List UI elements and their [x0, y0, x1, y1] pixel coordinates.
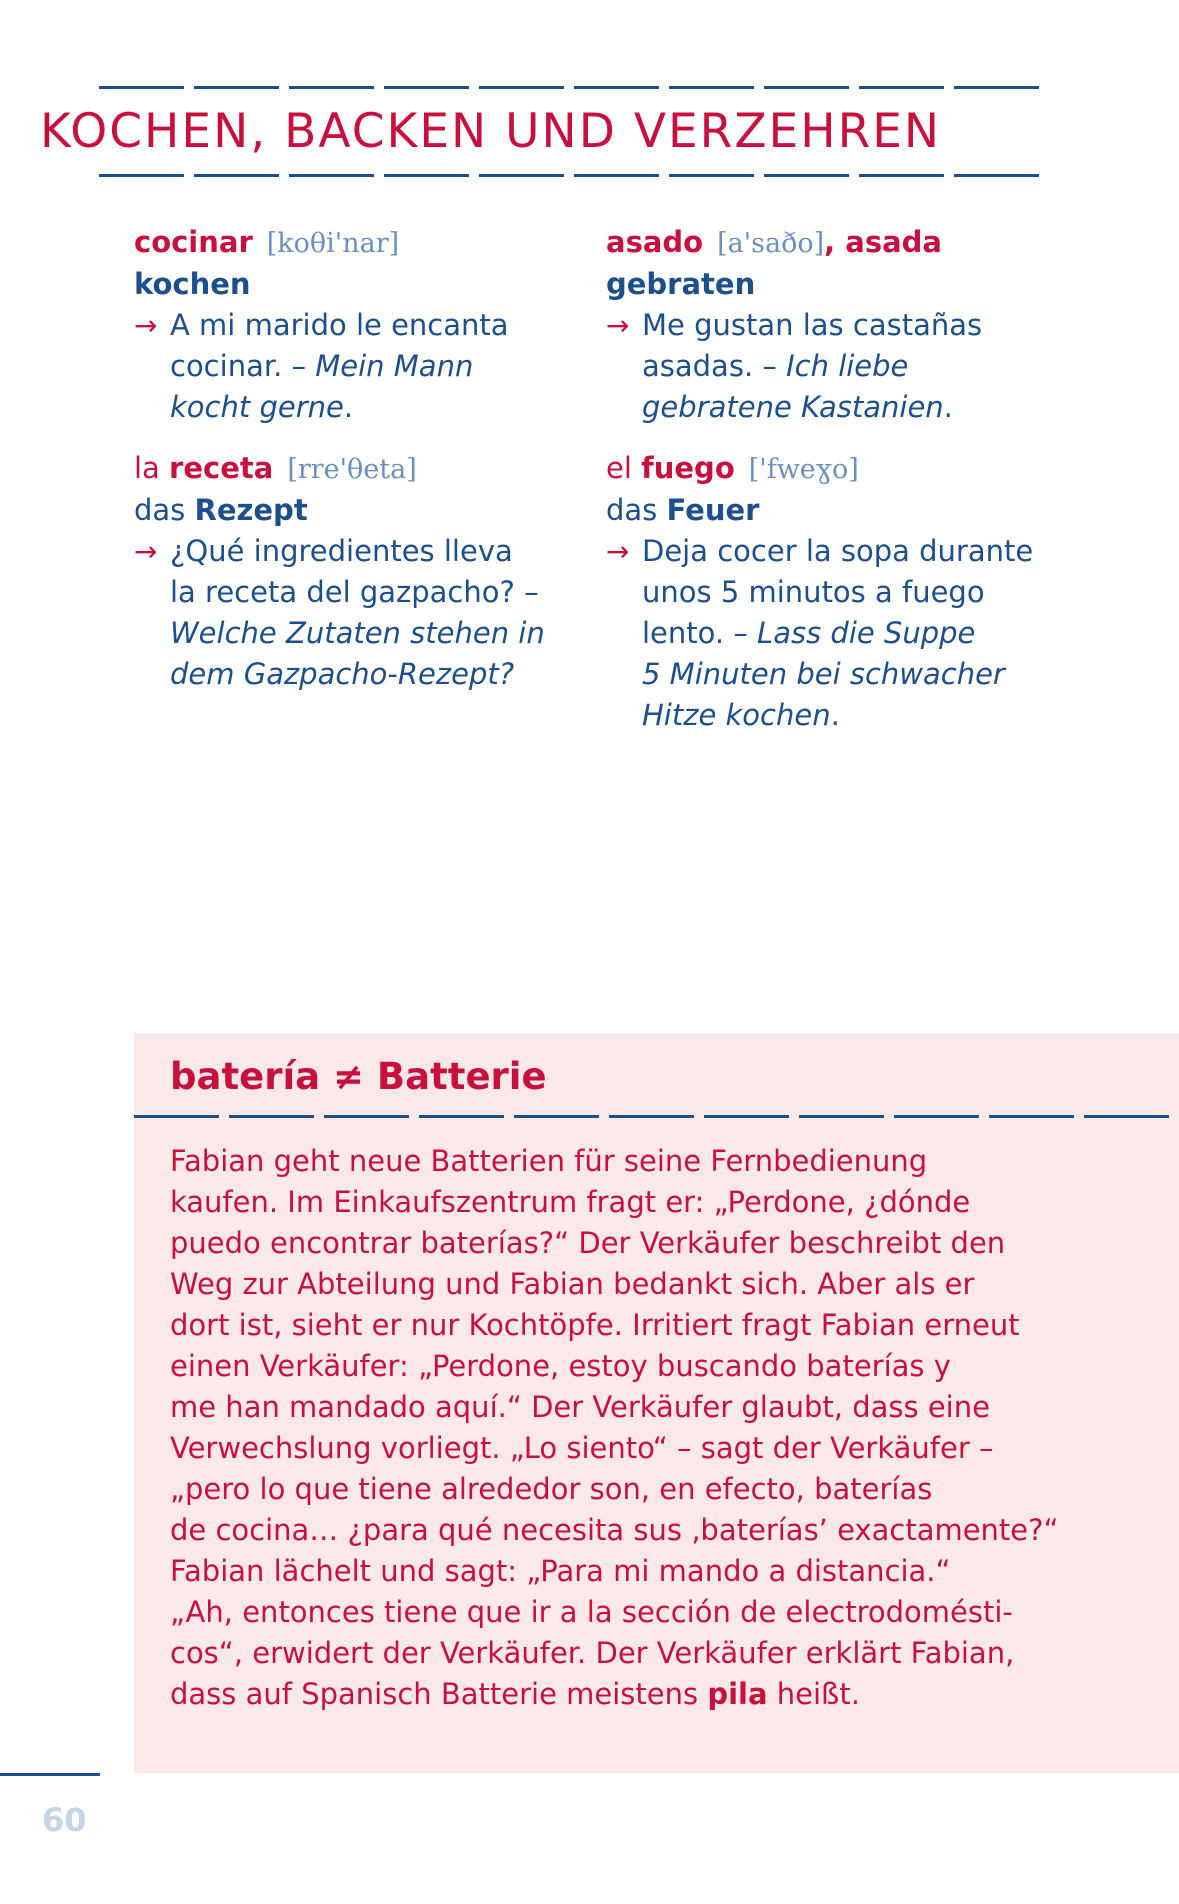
- box-title: batería ≠ Batterie: [170, 1055, 547, 1098]
- page-number: 60: [42, 1801, 87, 1839]
- headword: cocinar [koθi'nar]: [134, 225, 400, 259]
- page-title: KOCHEN, BACKEN UND VERZEHREN: [40, 104, 942, 159]
- pronunciation: [koθi'nar]: [266, 228, 400, 259]
- example: → Deja cocer la sopa durante unos 5 minutos a fuego lento. – Lass die Suppe 5 Minuten bei schwacher Hitze kochen.: [606, 531, 1033, 736]
- arrow-right-icon: →: [134, 309, 158, 342]
- headword: asado [a'saðo], asada: [606, 225, 942, 259]
- title-bottom-rule: [0, 174, 1179, 180]
- example: → Me gustan las castañas asadas. – Ich liebe gebratene Kastanien.: [606, 305, 982, 428]
- translation: kochen: [134, 267, 251, 301]
- false-friend-box: [134, 1033, 1179, 1773]
- example: → ¿Qué ingredientes lleva la receta del gazpacho? – Welche Zutaten stehen in dem Gazpacho-Rezept?: [134, 531, 545, 695]
- pronunciation: [rre'θeta]: [287, 454, 417, 485]
- entry-receta: [134, 448, 545, 695]
- arrow-right-icon: →: [606, 535, 630, 568]
- translation: das Rezept: [134, 493, 308, 527]
- arrow-right-icon: →: [606, 309, 630, 342]
- box-title-rule: [134, 1115, 1179, 1121]
- entry-fuego: [606, 448, 1033, 736]
- translation: das Feuer: [606, 493, 760, 527]
- footer-rule: [0, 1773, 100, 1776]
- box-body: Fabian geht neue Batterien für seine Fernbedienung kaufen. Im Einkaufszentrum fragt er: „Perdone, ¿dónde puedo encontrar baterías?“ Der Verkäufer beschreibt den Weg zur Abteilung und Fabian bedankt sich. Aber als er dort ist, sieht er nur Kochtöpfe. Irritiert fragt Fabian erneut einen Verkäufer: „Perdone, estoy buscando baterías y me han mandado aquí.“ Der Verkäufer glaubt, dass eine Verwechslung vorliegt. „Lo siento“ – sagt der Verkäufer – „pero lo que tiene alrededor son, en efecto, baterías de cocina… ¿para qué necesita sus ‚baterías’ exactamente?“ Fabian lächelt und sagt: „Para mi mando a distancia.“ „Ah, entonces tiene que ir a la sección de electrodomésti- cos“, erwidert der Verkäufer. Der Verkäufer erklärt Fabian, dass auf Spanisch Batterie meistens pila heißt.: [170, 1144, 1059, 1711]
- headword: la receta [rre'θeta]: [134, 451, 417, 485]
- pronunciation: [a'saðo]: [717, 228, 825, 259]
- pronunciation: ['fweɣo]: [748, 454, 859, 485]
- headword: el fuego ['fweɣo]: [606, 451, 859, 485]
- title-top-rule: [0, 86, 1179, 92]
- translation: gebraten: [606, 267, 756, 301]
- entry-asado: [606, 222, 982, 428]
- example: → A mi marido le encanta cocinar. – Mein Mann kocht gerne.: [134, 305, 509, 428]
- entry-cocinar: [134, 222, 509, 428]
- arrow-right-icon: →: [134, 535, 158, 568]
